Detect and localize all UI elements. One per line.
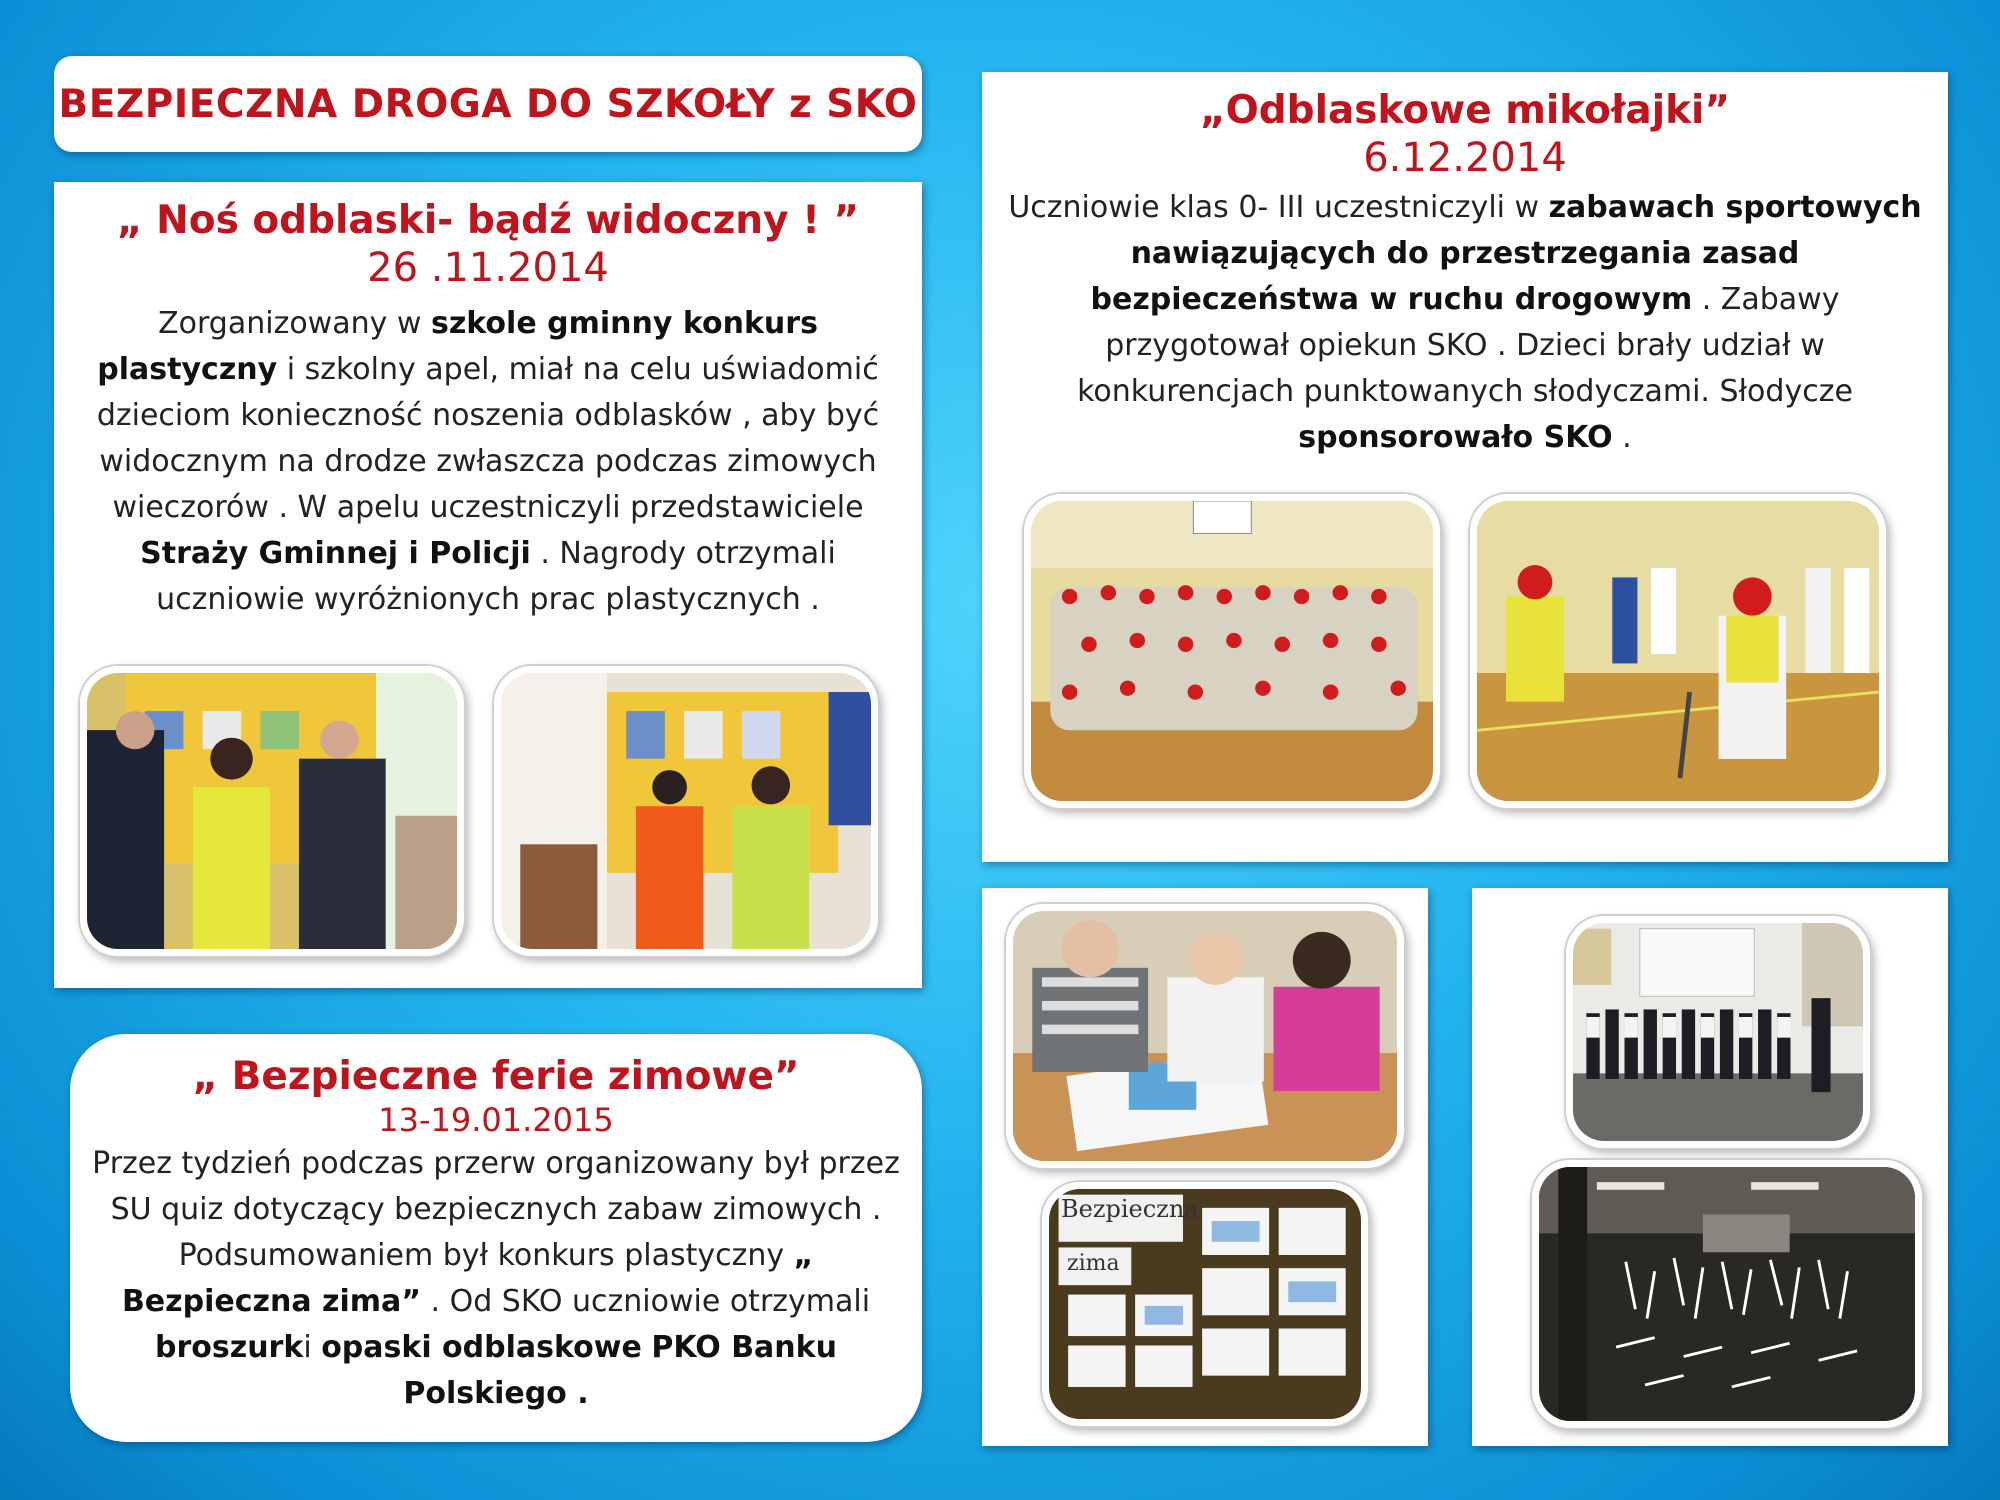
apel-photo-1 <box>80 666 464 956</box>
event-bezpieczne-ferie-panel <box>70 1034 922 1442</box>
page-title: BEZPIECZNA DROGA DO SZKOŁY z SKO <box>58 81 918 127</box>
apel-photo-2 <box>494 666 878 956</box>
poster-title-line-2: zima <box>1067 1251 1120 1276</box>
ferie-photos-panel-right <box>1472 888 1948 1446</box>
event1-text-1: Zorganizowany w <box>158 306 431 341</box>
poster-title-line-1: Bezpieczna <box>1061 1195 1199 1223</box>
event3-date: 13-19.01.2015 <box>378 1101 614 1139</box>
event2-title: „Odblaskowe mikołajki” <box>1199 88 1731 133</box>
assembly-photo <box>1566 916 1870 1148</box>
event1-text-3: . Nagrody otrzymali uczniowie wyróżnionych prac plastycznych . <box>156 536 836 617</box>
event3-text-1: Przez tydzień podczas przerw organizowany był przez SU quiz dotyczący bezpiecznych zabaw zimowych . Podsumowaniem był konkurs plastyczny <box>92 1146 900 1273</box>
event-noś-odblaski-panel <box>54 182 922 988</box>
children-drawing-photo <box>1006 904 1404 1168</box>
event3-bold-4: PKO Banku Polskiego . <box>403 1330 837 1411</box>
event3-text-3: i <box>303 1330 322 1365</box>
event2-text-1: Uczniowie klas 0- III uczestniczyli w <box>1008 190 1549 225</box>
event3-title: „ Bezpieczne ferie zimowe” <box>192 1054 800 1099</box>
event1-bold-1: szkole gminny konkurs plastyczny <box>97 306 818 387</box>
event1-text-2: i szkolny apel, miał na celu uświadomić dzieciom konieczność noszenia odblasków , aby być widocznym na drodze zwłaszcza podczas zimowych wieczorów . W apelu uczestniczyli przedstawiciele <box>96 352 880 525</box>
ferie-photos-panel-left <box>982 888 1428 1446</box>
bezpieczna-zima-posters-photo <box>1042 1182 1368 1426</box>
event3-description <box>92 1141 900 1417</box>
event1-date: 26 .11.2014 <box>367 245 609 291</box>
event3-text-2: . Od SKO uczniowie otrzymali <box>420 1284 871 1319</box>
event2-text-2: . Zabawy przygotował opiekun SKO . Dzieci brały udział w konkurencjach punktowanych słodyczami. Słodycze <box>1077 282 1853 409</box>
event1-title: „ Noś odblaski- bądź widoczny ! ” <box>116 198 860 243</box>
mikolajki-group-photo <box>1024 494 1440 808</box>
event3-text-4 <box>642 1330 652 1365</box>
event1-description <box>74 301 902 623</box>
event2-bold-2: sponsorowało SKO <box>1298 420 1613 455</box>
event2-text-3: . <box>1612 420 1632 455</box>
event3-bold-2: broszurk <box>155 1330 304 1365</box>
page-title-box <box>54 56 922 152</box>
event2-date: 6.12.2014 <box>1363 135 1567 181</box>
event1-bold-2: Straży Gminnej i Policji <box>140 536 531 571</box>
event3-bold-3: opaski odblaskowe <box>321 1330 642 1365</box>
reflective-bands-dark-photo <box>1532 1160 1922 1428</box>
event2-bold-1: zabawach sportowych nawiązujących do przestrzegania zasad bezpieczeństwa w ruchu drogowym <box>1090 190 1922 317</box>
event2-description <box>1004 185 1926 461</box>
event-odblaskowe-mikolajki-panel <box>982 72 1948 862</box>
mikolajki-game-photo <box>1470 494 1886 808</box>
event3-bold-1: „ Bezpieczna zima” <box>121 1238 814 1319</box>
